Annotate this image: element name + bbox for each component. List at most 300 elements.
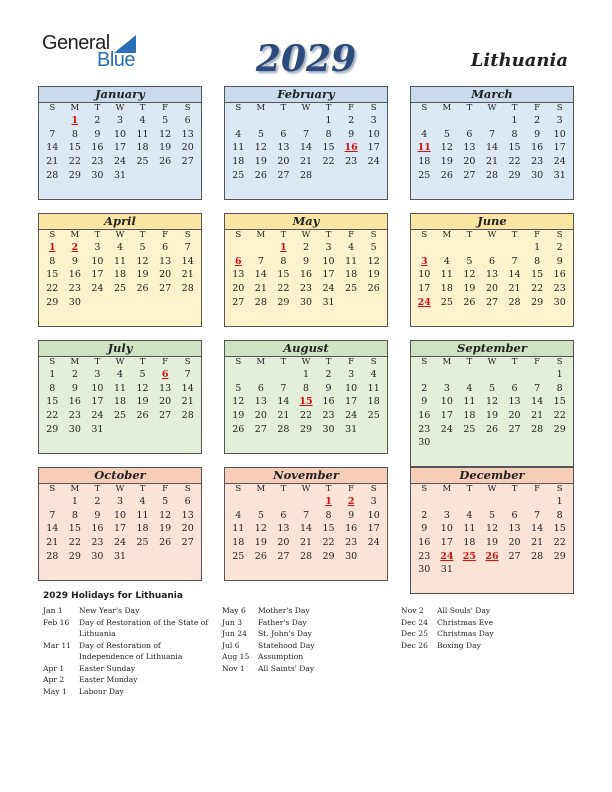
- day: 15: [322, 142, 335, 154]
- holiday-name: Boxing Day: [437, 640, 481, 650]
- day: 12: [254, 523, 267, 535]
- day: 12: [485, 523, 499, 535]
- weekday-label: S: [184, 484, 191, 494]
- weekday-label: T: [139, 484, 146, 494]
- empty-day: [481, 114, 504, 128]
- day: 22: [299, 410, 313, 422]
- day: 10: [345, 382, 358, 394]
- weekday-label: T: [511, 230, 518, 240]
- month-title: November: [225, 468, 387, 484]
- day: 24: [367, 537, 380, 549]
- empty-day: [227, 495, 250, 509]
- day: 26: [254, 550, 267, 562]
- day: 20: [277, 537, 290, 549]
- weekday-label: S: [235, 230, 242, 240]
- weekday-label: F: [348, 230, 355, 240]
- day: 2: [94, 115, 101, 126]
- day: 15: [553, 523, 566, 535]
- day: 10: [113, 509, 127, 521]
- month-march: [410, 86, 574, 200]
- day: 25: [367, 410, 380, 422]
- day: 6: [466, 128, 473, 140]
- empty-day: [227, 368, 250, 382]
- weekday-label: W: [487, 357, 497, 367]
- day: 14: [508, 269, 521, 281]
- day: 17: [440, 410, 453, 422]
- day: 28: [254, 296, 267, 308]
- weekday-label: W: [301, 230, 311, 240]
- weekday-label: S: [184, 103, 191, 113]
- day: 10: [322, 255, 335, 267]
- holiday-date: Nov 1: [222, 663, 245, 673]
- weekday-label: T: [325, 357, 332, 367]
- day: 29: [277, 296, 290, 308]
- month-title: August: [225, 341, 387, 357]
- day: 30: [418, 437, 431, 449]
- day: 12: [440, 142, 453, 154]
- day: 9: [71, 382, 78, 394]
- day: 21: [181, 396, 194, 408]
- holiday-name: Christmas Eve: [437, 617, 494, 627]
- day: 30: [553, 296, 566, 308]
- day: 18: [232, 537, 245, 549]
- day: 5: [257, 128, 264, 140]
- day: 12: [485, 396, 499, 408]
- day: 3: [443, 382, 450, 394]
- holiday-entry: [43, 674, 213, 686]
- day: 29: [531, 296, 544, 308]
- holiday-date: Apr 2: [43, 675, 65, 684]
- holiday-column: [401, 605, 571, 651]
- weekday-label: T: [139, 230, 146, 240]
- day: 19: [159, 142, 172, 154]
- day: 27: [508, 423, 521, 435]
- month-january: [38, 86, 202, 200]
- weekday-label: M: [70, 357, 80, 367]
- day: 22: [553, 537, 566, 549]
- holiday-entry: [222, 628, 392, 640]
- day: 16: [91, 523, 104, 535]
- day: 7: [49, 509, 56, 521]
- day: 25: [345, 283, 358, 295]
- day: 18: [367, 396, 380, 408]
- weekday-label: T: [94, 103, 101, 113]
- weekday-label: S: [49, 103, 56, 113]
- weekday-label: S: [421, 103, 428, 113]
- day: 18: [440, 283, 453, 295]
- day: 21: [508, 283, 521, 295]
- day: 28: [299, 169, 313, 181]
- holiday-entry: [222, 651, 392, 663]
- day: 13: [159, 255, 172, 267]
- day: 18: [113, 396, 127, 408]
- day: 19: [463, 283, 476, 295]
- holiday-name: Mother's Day: [258, 606, 310, 615]
- day: 3: [556, 115, 563, 126]
- day: 15: [322, 523, 335, 535]
- day: 14: [46, 142, 59, 154]
- day: 16: [91, 142, 104, 154]
- day: 25: [232, 550, 245, 562]
- month-august: [224, 340, 388, 454]
- day: 25: [113, 283, 127, 295]
- day: 7: [302, 128, 310, 140]
- holidays-title: 2029 Holidays for Lithuania: [43, 591, 183, 601]
- day: 11: [113, 255, 127, 267]
- weekday-label: M: [442, 230, 452, 240]
- holiday-entry: [222, 640, 392, 652]
- holiday-date: Nov 2: [401, 606, 424, 615]
- empty-day: [272, 368, 295, 382]
- day: 21: [299, 537, 313, 549]
- weekday-label: T: [139, 103, 146, 113]
- day: 11: [463, 396, 476, 408]
- day: 8: [280, 255, 287, 267]
- empty-day: [458, 368, 481, 382]
- day: 12: [232, 396, 245, 408]
- day: 23: [68, 283, 81, 295]
- day: 1: [49, 369, 56, 380]
- holiday-day: 1: [71, 115, 79, 126]
- holiday-name: Day of Restoration of Independence of Lithuania: [79, 640, 183, 661]
- weekday-label: T: [511, 103, 518, 113]
- weekday-label: M: [442, 103, 452, 113]
- holiday-name: Day of Restoration of the State of Lithuania: [79, 617, 209, 638]
- day: 26: [463, 296, 476, 308]
- day: 8: [556, 509, 563, 521]
- weekday-label: S: [235, 103, 242, 113]
- day: 25: [136, 537, 149, 549]
- day: 18: [463, 537, 476, 549]
- day: 30: [91, 169, 104, 181]
- holiday-day: 3: [420, 255, 428, 267]
- day: 16: [68, 396, 81, 408]
- day: 1: [302, 369, 310, 380]
- day: 28: [508, 296, 521, 308]
- day: 25: [440, 296, 453, 308]
- holiday-day: 2: [347, 496, 355, 507]
- day: 31: [91, 423, 104, 435]
- empty-day: [503, 495, 526, 509]
- weekday-label: W: [487, 484, 497, 494]
- holiday-day: 25: [462, 550, 477, 562]
- weekday-label: M: [70, 103, 80, 113]
- day: 17: [113, 523, 127, 535]
- day: 27: [159, 410, 172, 422]
- month-june: [410, 213, 574, 327]
- empty-day: [295, 495, 318, 509]
- weekday-label: F: [348, 103, 355, 113]
- day: 9: [534, 128, 541, 140]
- day: 8: [325, 128, 332, 140]
- day: 17: [553, 142, 566, 154]
- day: 21: [531, 410, 544, 422]
- month-title: April: [39, 214, 201, 230]
- month-july: [38, 340, 202, 454]
- empty-day: [41, 495, 64, 509]
- day: 6: [162, 242, 169, 253]
- day: 20: [232, 283, 245, 295]
- empty-day: [526, 368, 549, 382]
- day: 16: [531, 142, 544, 154]
- weekday-label: T: [94, 230, 101, 240]
- day: 12: [254, 142, 267, 154]
- day: 14: [254, 269, 267, 281]
- day: 18: [136, 142, 149, 154]
- day: 28: [531, 423, 544, 435]
- day: 5: [139, 369, 146, 380]
- holiday-column: [222, 605, 392, 674]
- day: 2: [325, 369, 332, 380]
- day: 2: [421, 382, 428, 394]
- day: 24: [91, 283, 104, 295]
- holiday-column: [43, 605, 213, 697]
- day: 23: [91, 537, 104, 549]
- holiday-date: Mar 11: [43, 640, 72, 650]
- day: 5: [257, 509, 264, 521]
- empty-day: [436, 495, 459, 509]
- day: 9: [421, 396, 428, 408]
- empty-day: [458, 114, 481, 128]
- day: 13: [159, 382, 172, 394]
- holiday-date: Jul 6: [222, 640, 240, 650]
- empty-day: [413, 241, 436, 255]
- day: 28: [277, 423, 290, 435]
- empty-day: [250, 368, 273, 382]
- weekday-label: S: [49, 357, 56, 367]
- empty-day: [436, 114, 459, 128]
- day: 9: [348, 509, 355, 521]
- day: 30: [91, 550, 104, 562]
- empty-day: [526, 495, 549, 509]
- day: 24: [553, 156, 566, 168]
- month-february: [224, 86, 388, 200]
- day: 10: [91, 382, 104, 394]
- weekday-label: T: [466, 103, 473, 113]
- month-title: May: [225, 214, 387, 230]
- day: 15: [531, 269, 544, 281]
- day: 22: [46, 283, 59, 295]
- day: 2: [348, 115, 355, 126]
- day: 21: [181, 269, 194, 281]
- empty-day: [458, 241, 481, 255]
- day: 24: [113, 537, 127, 549]
- weekday-label: M: [256, 484, 266, 494]
- holiday-name: New Year's Day: [79, 606, 140, 615]
- day: 22: [322, 537, 335, 549]
- day: 14: [277, 396, 290, 408]
- day: 27: [181, 537, 194, 549]
- day: 19: [367, 269, 380, 281]
- day: 26: [136, 283, 149, 295]
- day: 19: [136, 396, 149, 408]
- day: 3: [94, 369, 101, 380]
- holiday-name: Easter Sunday: [79, 663, 136, 673]
- month-november: [224, 467, 388, 581]
- weekday-label: T: [466, 357, 473, 367]
- day: 28: [46, 169, 59, 181]
- day: 10: [553, 128, 566, 140]
- day: 22: [553, 410, 566, 422]
- month-title: July: [39, 341, 201, 357]
- day: 24: [322, 283, 335, 295]
- holiday-date: Dec 26: [401, 640, 428, 650]
- weekday-label: F: [534, 357, 541, 367]
- weekday-label: T: [466, 230, 473, 240]
- holiday-day: 24: [417, 296, 431, 308]
- weekday-label: S: [556, 484, 563, 494]
- day: 16: [418, 537, 431, 549]
- day: 5: [370, 242, 377, 253]
- weekday-label: T: [94, 357, 101, 367]
- day: 7: [49, 128, 56, 140]
- day: 5: [162, 115, 169, 126]
- holiday-date: Dec 25: [401, 629, 428, 638]
- day: 2: [421, 509, 428, 521]
- empty-day: [413, 114, 436, 128]
- day: 23: [418, 550, 431, 562]
- day: 30: [418, 564, 431, 576]
- day-grid: [39, 357, 201, 436]
- day: 5: [162, 496, 169, 507]
- weekday-label: T: [94, 484, 101, 494]
- holiday-name: All Souls' Day: [437, 606, 491, 615]
- day: 15: [46, 396, 59, 408]
- day: 13: [277, 523, 290, 535]
- day: 2: [71, 369, 78, 380]
- day: 22: [68, 537, 81, 549]
- day: 23: [345, 156, 358, 168]
- month-december: [410, 467, 574, 594]
- day: 30: [68, 423, 81, 435]
- day: 19: [159, 523, 172, 535]
- day: 15: [68, 142, 81, 154]
- day: 30: [531, 169, 544, 181]
- empty-day: [227, 114, 250, 128]
- day: 29: [508, 169, 521, 181]
- day: 21: [299, 156, 313, 168]
- day: 23: [553, 283, 566, 295]
- day: 23: [299, 283, 313, 295]
- day: 26: [159, 537, 172, 549]
- empty-day: [295, 114, 318, 128]
- weekday-label: F: [534, 103, 541, 113]
- day: 15: [277, 269, 290, 281]
- day: 24: [91, 410, 104, 422]
- weekday-label: S: [556, 103, 563, 113]
- day: 10: [367, 509, 380, 521]
- day: 15: [68, 523, 81, 535]
- day: 4: [466, 382, 473, 394]
- day: 13: [277, 142, 290, 154]
- day: 16: [68, 269, 81, 281]
- weekday-label: W: [115, 230, 125, 240]
- day: 10: [113, 128, 127, 140]
- day: 27: [254, 423, 267, 435]
- day: 9: [94, 128, 101, 140]
- day-grid: [225, 484, 387, 563]
- day: 23: [322, 410, 335, 422]
- month-may: [224, 213, 388, 327]
- day: 7: [534, 382, 541, 394]
- day: 25: [113, 410, 127, 422]
- day: 11: [136, 128, 149, 140]
- day: 19: [136, 269, 149, 281]
- day: 3: [370, 496, 377, 507]
- day: 29: [553, 550, 566, 562]
- day: 1: [556, 496, 563, 507]
- day: 11: [463, 523, 476, 535]
- day: 31: [345, 423, 358, 435]
- weekday-label: T: [280, 484, 287, 494]
- day: 1: [534, 242, 541, 253]
- day: 14: [531, 523, 544, 535]
- day: 4: [421, 128, 428, 140]
- holiday-entry: [43, 686, 213, 698]
- day: 20: [485, 283, 499, 295]
- day: 8: [325, 509, 332, 521]
- day: 26: [136, 410, 149, 422]
- day: 9: [71, 255, 78, 267]
- day: 28: [46, 550, 59, 562]
- day: 2: [94, 496, 101, 507]
- day: 16: [553, 269, 566, 281]
- holiday-name: Christmas Day: [437, 629, 494, 638]
- day: 7: [488, 128, 496, 140]
- day: 13: [508, 396, 521, 408]
- day-grid: [39, 484, 201, 563]
- weekday-label: S: [421, 230, 428, 240]
- day: 3: [116, 496, 124, 507]
- month-october: [38, 467, 202, 581]
- weekday-label: S: [370, 357, 377, 367]
- day: 14: [181, 382, 194, 394]
- day: 3: [443, 509, 450, 521]
- day: 27: [277, 169, 290, 181]
- day: 15: [553, 396, 566, 408]
- empty-day: [481, 241, 504, 255]
- holiday-day: 26: [485, 550, 499, 562]
- day: 12: [159, 128, 172, 140]
- day: 4: [348, 242, 355, 253]
- day: 5: [139, 242, 146, 253]
- day: 4: [466, 509, 473, 521]
- day: 28: [299, 550, 313, 562]
- day: 20: [254, 410, 267, 422]
- day: 25: [136, 156, 149, 168]
- day: 20: [181, 142, 194, 154]
- holiday-entry: [401, 628, 571, 640]
- day: 13: [181, 509, 194, 521]
- day: 10: [91, 255, 104, 267]
- holiday-day: 1: [48, 242, 56, 253]
- day: 19: [485, 537, 499, 549]
- day: 6: [184, 115, 191, 126]
- day: 17: [418, 283, 431, 295]
- weekday-label: S: [184, 357, 191, 367]
- day: 21: [277, 410, 290, 422]
- day: 10: [367, 128, 380, 140]
- day: 19: [440, 156, 453, 168]
- day-grid: [411, 357, 573, 450]
- holiday-name: Statehood Day: [258, 640, 315, 650]
- day: 1: [556, 369, 563, 380]
- day: 6: [511, 509, 518, 521]
- weekday-label: W: [301, 357, 311, 367]
- holiday-day: 15: [299, 396, 313, 408]
- holiday-date: Aug 15: [222, 652, 250, 661]
- holiday-day: 16: [344, 142, 358, 154]
